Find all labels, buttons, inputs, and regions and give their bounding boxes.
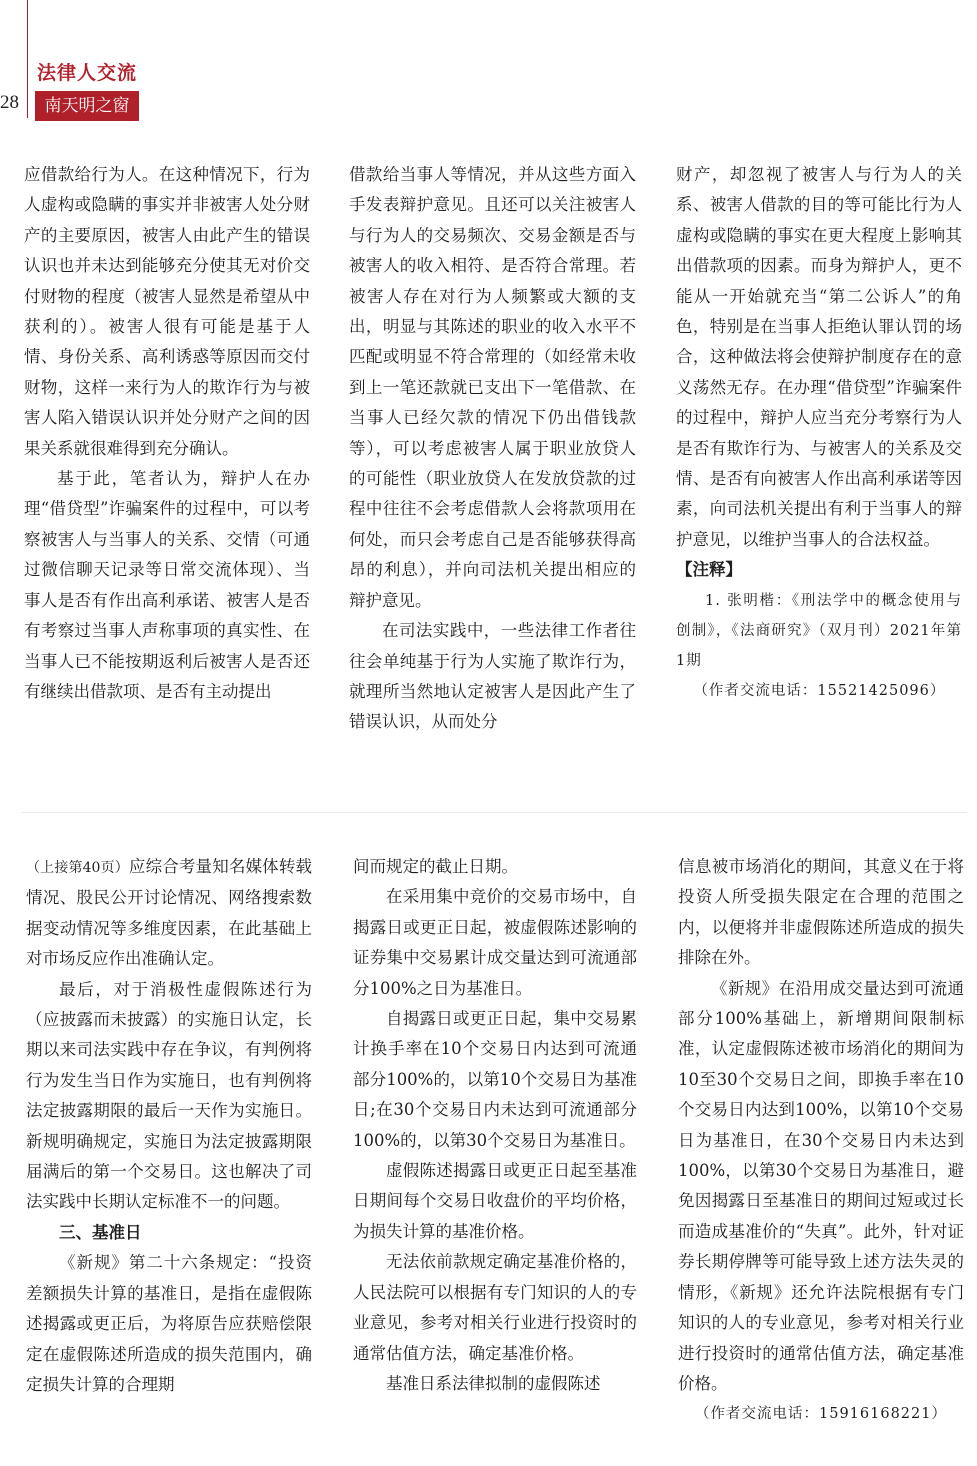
article-divider [22,812,967,813]
paragraph: 自揭露日或更正日起，集中交易累计换手率在10个交易日内达到可流通部分100%的，以第10个交易日为基准日;在30个交易日内未达到可流通部分100%的，以第30个交易日为基准日。 [353,1009,637,1150]
bottom-column-2 [353,852,637,1399]
section-title: 法律人交流 [37,62,138,84]
author-phone: （作者交流电话：15916168221） [695,1406,947,1423]
paragraph: 《新规》在沿用成交量达到可流通部分100%基础上，新增期间限制标准，认定虚假陈述被市场消化的期间为10至30个交易日之间，即换手率在10个交易日内达到100%，以第10个交易日为基准日，在30个交易日内未达到100%，以第30个交易日为基准日，避免因揭露日至基准日的期间过短或过长而造成基准价的“失真”。此外，针对证券长期停牌等可能导致上述方法失灵的情形，《新规》还允许法院根据有专门知识的人的专业意见，参考对相关行业进行投资时的通常估值方法，确定基准价格。 [678,978,964,1393]
paragraph: 在司法实践中，一些法律工作者往往会单纯基于行为人实施了欺诈行为，就理所当然地认定被害人是因此产生了错误认识，从而处分 [349,621,636,732]
paragraph: 无法依前款规定确定基准价格的，人民法院可以根据有专门知识的人的专业意见，参考对相关行业进行投资时的通常估值方法，确定基准价格。 [353,1252,637,1363]
paragraph: 基于此，笔者认为，辩护人在办理“借贷型”诈骗案件的过程中，可以考察被害人与当事人的关系、交情（可通过微信聊天记录等日常交流体现）、当事人是否有作出高利承诺、被害人是否有考察过当事人声称事项的真实性、在当事人已不能按期返利后被害人是否还有继续出借款项、是否有主动提出 [24,469,310,701]
paragraph: 财产，却忽视了被害人与行为人的关系、被害人借款的目的等可能比行为人虚构或隐瞒的事实在更大程度上影响其出借款项的因素。而身为辩护人，更不能从一开始就充当“第二公诉人”的角色，特别是在当事人拒绝认罪认罚的场合，这种做法将会使辩护制度存在的意义荡然无存。在办理“借贷型”诈骗案件的过程中，辩护人应当充分考察行为人是否有欺诈行为、与被害人的关系及交情、是否有向被害人作出高利承诺等因素，向司法机关提出有利于当事人的辩护意见，以维护当事人的合法权益。 [676,165,962,549]
page-number: 28 [0,92,19,113]
paragraph: 借款给当事人等情况，并从这些方面入手发表辩护意见。且还可以关注被害人与行为人的交易频次、交易金额是否与被害人的收入相符、是否符合常理。若被害人存在对行为人频繁或大额的支出，明显与其陈述的职业的收入水平不匹配或明显不符合常理的（如经常未收到上一笔还款就已支出下一笔借款、在当事人已经欠款的情况下仍出借钱款等），可以考虑被害人属于职业放贷人的可能性（职业放贷人在发放贷款的过程中往往不会考虑借款人会将款项用在何处，而只会考虑自己是否能够获得高昂的利息），并向司法机关提出相应的辩护意见。 [349,165,636,610]
paragraph: 信息被市场消化的期间，其意义在于将投资人所受损失限定在合理的范围之内，以便将并非虚假陈述所造成的损失排除在外。 [678,857,964,968]
paragraph-text: 应综合考量知名媒体转载情况、股民公开讨论情况、网络搜索数据变动情况等多维度因素，在此基础上对市场反应作出准确认定。 [26,857,312,969]
paragraph: 基准日系法律拟制的虚假陈述 [386,1373,601,1393]
bottom-column-1 [26,852,312,1400]
paragraph: 虚假陈述揭露日或更正日起至基准日期间每个交易日收盘价的平均价格，为损失计算的基准价格。 [353,1161,637,1241]
section-heading: 三、基准日 [59,1222,142,1242]
continued-marker: （上接第40页） [26,860,129,876]
notes-label: 【注释】 [676,560,742,580]
column-tag: 南天明之窗 [35,91,139,121]
bottom-column-3 [678,852,964,1430]
header-rule [27,0,28,118]
footnote: 1. 张明楷：《刑法学中的概念使用与创制》，《法商研究》（双月刊）2021年第1期 [676,592,962,669]
paragraph: 应借款给行为人。在这种情况下，行为人虚构或隐瞒的事实并非被害人处分财产的主要原因，被害人由此产生的错误认识也并未达到能够充分使其无对价交付财物的程度（被害人显然是希望从中获利的）。被害人很有可能是基于人情、身份关系、高利诱惑等原因而交付财物，这样一来行为人的欺诈行为与被害人陷入错误认识并处分财产之间的因果关系就很难得到充分确认。 [24,165,310,458]
paragraph: 间而规定的截止日期。 [353,857,518,876]
top-column-1 [24,160,310,707]
paragraph [26,852,312,975]
author-phone: （作者交流电话：15521425096） [693,682,946,699]
paragraph: 最后，对于消极性虚假陈述行为（应披露而未披露）的实施日认定，长期以来司法实践中存在争议，有判例将行为发生当日作为实施日，也有判例将法定披露期限的最后一天作为实施日。新规明确规定，实施日为法定披露期限届满后的第一个交易日。这也解决了司法实践中长期认定标准不一的问题。 [26,979,312,1212]
paragraph: 在采用集中竞价的交易市场中，自揭露日或更正日起，被虚假陈述影响的证券集中交易累计成交量达到可流通部分100%之日为基准日。 [353,887,637,998]
top-column-3 [676,160,962,706]
paragraph: 《新规》第二十六条规定：“投资差额损失计算的基准日，是指在虚假陈述揭露或更正后，为将原告应获赔偿限定在虚假陈述所造成的损失范围内，确定损失计算的合理期 [26,1253,312,1394]
top-column-2 [349,160,636,738]
